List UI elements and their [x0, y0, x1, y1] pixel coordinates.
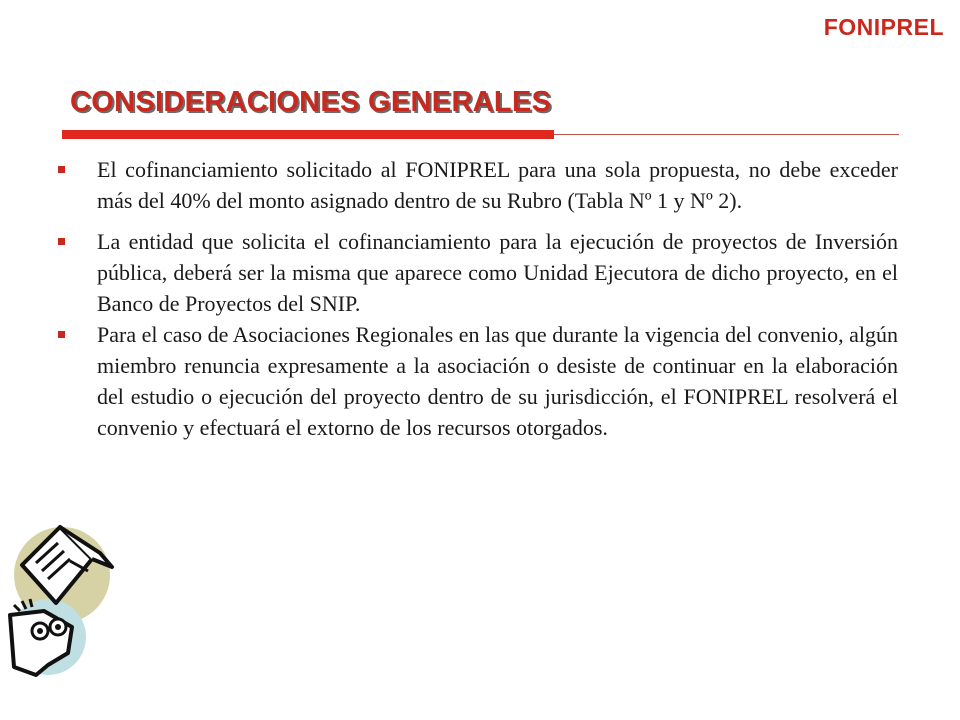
- bullet-list: [55, 154, 898, 453]
- title-underline-rule: [554, 134, 899, 135]
- title-underline-bar: [62, 130, 554, 139]
- square-bullet-icon: [58, 238, 65, 245]
- square-bullet-icon: [58, 166, 65, 173]
- bullet-text: Para el caso de Asociaciones Regionales en las que durante la vigencia del convenio, algún miembro renuncia expresamente a la asociación o desiste de continuar en la elaboración del estudio o ejecución del proyecto dentro de su jurisdicción, el FONIPREL resolverá el convenio y efectuará el extorno de los recursos otorgados.: [97, 322, 898, 440]
- page-title: CONSIDERACIONES GENERALES: [70, 86, 552, 118]
- bullet-text: El cofinanciamiento solicitado al FONIPREL para una sola propuesta, no debe exceder más del 40% del monto asignado dentro de su Rubro (Tabla Nº 1 y Nº 2).: [97, 157, 898, 213]
- bullet-item: [55, 319, 898, 443]
- square-bullet-icon: [58, 331, 65, 338]
- bullet-item: [55, 226, 898, 319]
- foniprel-logo: FONIPREL: [823, 14, 944, 40]
- bullet-item: [55, 154, 898, 216]
- reading-person-icon: [0, 515, 130, 690]
- bullet-text: La entidad que solicita el cofinanciamiento para la ejecución de proyectos de Inversión pública, deberá ser la misma que aparece como Unidad Ejecutora de dicho proyecto, en el Banco de Proyectos del SNIP.: [97, 229, 898, 316]
